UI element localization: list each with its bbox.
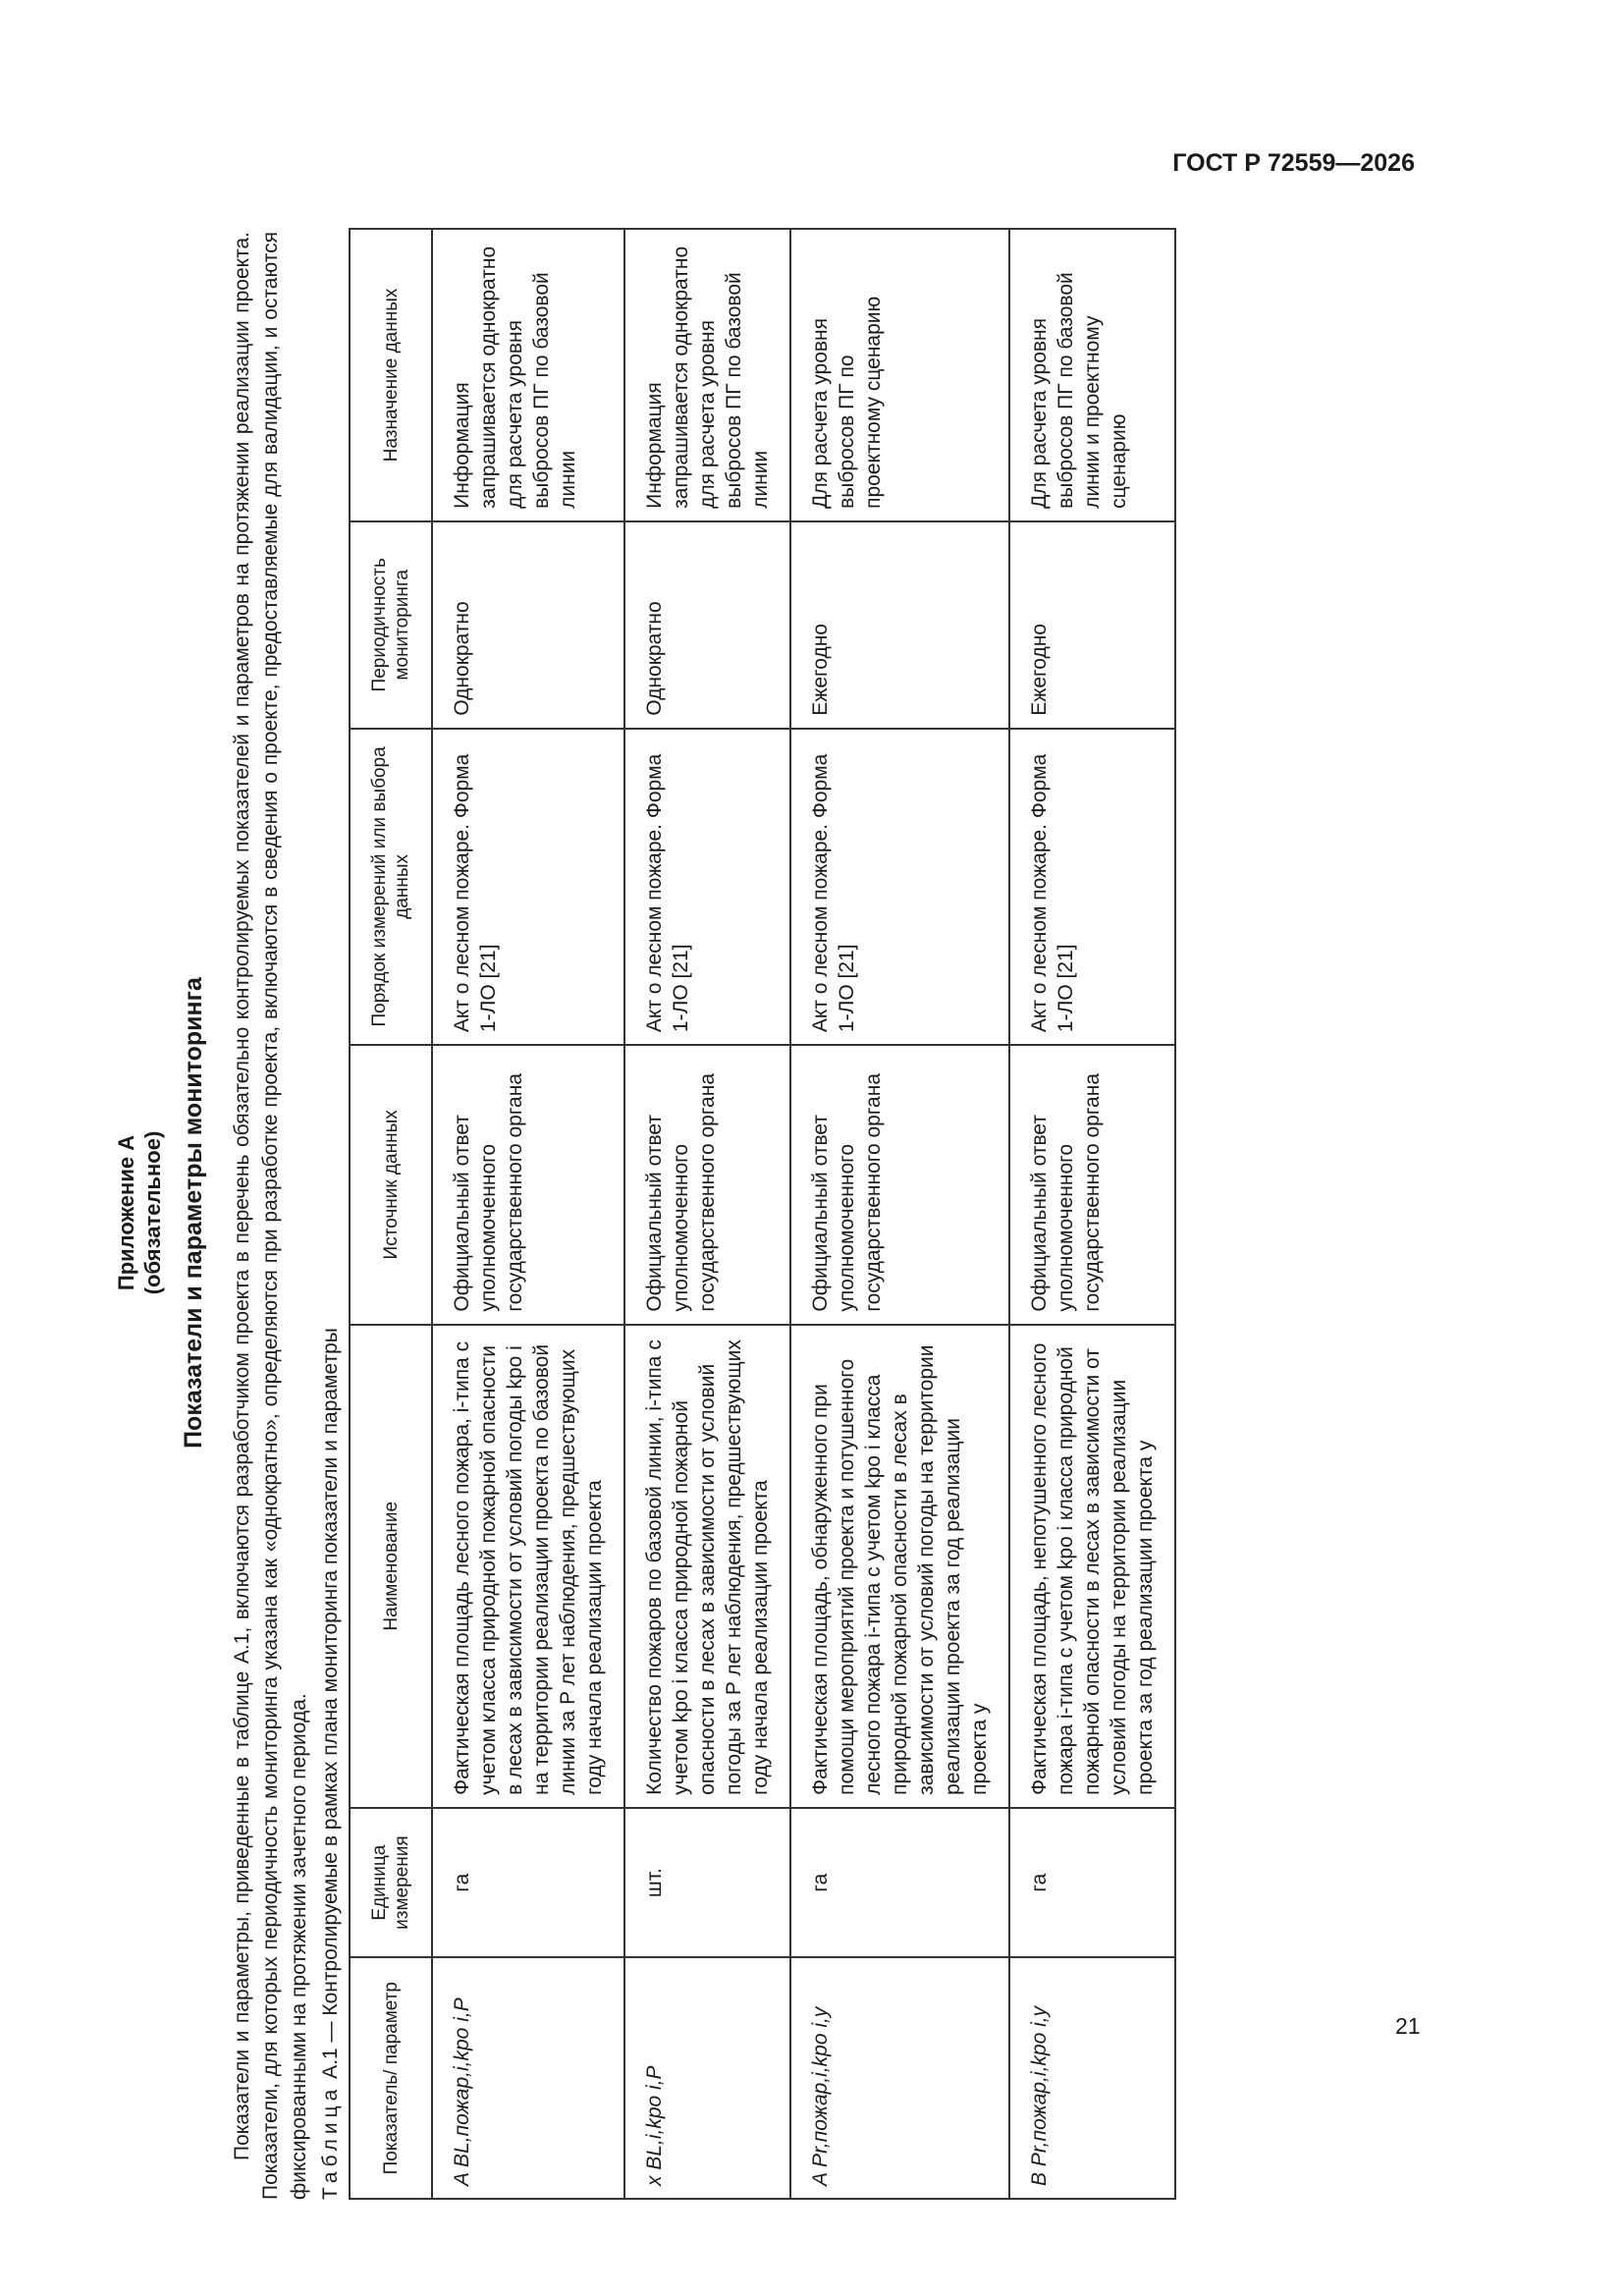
header-unit: Единица измерения — [350, 1808, 432, 1957]
cell-symbol: B Pr,пожар,i,kpo i,y — [1009, 1957, 1175, 2199]
cell-unit: га — [1009, 1808, 1175, 1957]
table-header-row — [350, 229, 432, 2199]
cell-purpose: Информация запрашивается однократно для расчета уровня выбросов ПГ по базовой линии — [624, 229, 790, 521]
cell-symbol: A BL,пожар,i,kpo i,P — [432, 1957, 624, 2199]
rotated-content — [113, 226, 1409, 2200]
cell-frequency: Однократно — [432, 521, 624, 729]
cell-source: Официальный ответ уполномоченного государственного органа — [432, 1045, 624, 1325]
cell-frequency: Ежегодно — [790, 521, 1009, 729]
cell-unit: га — [790, 1808, 1009, 1957]
cell-purpose: Информация запрашивается однократно для расчета уровня выбросов ПГ по базовой линии — [432, 229, 624, 521]
page-number: 21 — [1395, 2013, 1421, 2039]
cell-symbol: x BL,i,kpo i,P — [624, 1957, 790, 2199]
cell-source: Официальный ответ уполномоченного государственного органа — [1009, 1045, 1175, 1325]
intro-paragraph: Показатели и параметры, приведенные в таблице А.1, включаются разработчиком проекта в перечень обязательно контролируемых показателей и параметров на протяжении реализации проекта. Показатели, для которых периодичность мониторинга указана как «однократно», определяются при разработке проекта, включаются в сведения о проекте, предоставляемые для валидации, и остаются фиксированными на протяжении зачетного периода. — [231, 232, 310, 2200]
header-source: Источник данных — [350, 1045, 432, 1325]
appendix-heading — [113, 226, 166, 2200]
header-method: Порядок измерений или выбора данных — [350, 729, 432, 1045]
cell-method: Акт о лесном пожаре. Форма 1-ЛО [21] — [432, 729, 624, 1045]
table-row — [790, 229, 1009, 2199]
section-title: Показатели и параметры мониторинга — [180, 977, 207, 1449]
table-caption-label: Таблица — [319, 2084, 342, 2200]
cell-symbol: A Pr,пожар,i,kpo i,y — [790, 1957, 1009, 2199]
cell-method: Акт о лесном пожаре. Форма 1-ЛО [21] — [790, 729, 1009, 1045]
cell-name: Фактическая площадь, непотушенного лесного пожара i-типа с учетом kpo i класса природной пожарной опасности в лесах в зависимости от условий погоды на территории реализации проекта за год реализации проекта y — [1009, 1325, 1175, 1808]
table-caption-text: А.1 — Контролируемые в рамках плана мониторинга показатели и параметры — [319, 1328, 342, 2079]
table-row — [624, 229, 790, 2199]
header-purpose: Назначение данных — [350, 229, 432, 521]
appendix-status: (обязательное) — [140, 1130, 165, 1295]
cell-unit: га — [432, 1808, 624, 1957]
cell-name: Фактическая площадь лесного пожара, i-типа с учетом класса природной пожарной опасности в лесах в зависимости от условий погоды kpo i на территории реализации проекта по базовой линии за P лет наблюдения, предшествующих году начала реализации проекта — [432, 1325, 624, 1808]
header-parameter: Показатель/ параметр — [350, 1957, 432, 2199]
cell-method: Акт о лесном пожаре. Форма 1-ЛО [21] — [1009, 729, 1175, 1045]
cell-source: Официальный ответ уполномоченного государственного органа — [624, 1045, 790, 1325]
cell-frequency: Однократно — [624, 521, 790, 729]
table-caption — [319, 226, 343, 2200]
header-name: Наименование — [350, 1325, 432, 1808]
table-row — [432, 229, 624, 2199]
cell-purpose: Для расчета уровня выбросов ПГ по базовой линии и проектному сценарию — [1009, 229, 1175, 521]
monitoring-table — [349, 228, 1176, 2200]
cell-frequency: Ежегодно — [1009, 521, 1175, 729]
cell-method: Акт о лесном пожаре. Форма 1-ЛО [21] — [624, 729, 790, 1045]
header-frequency: Периодичность мониторинга — [350, 521, 432, 729]
cell-name: Количество пожаров по базовой линии, i-типа с учетом kpo i класса природной пожарной опасности в лесах в зависимости от условий погоды за P лет наблюдения, предшествующих году начала реализации проекта — [624, 1325, 790, 1808]
cell-purpose: Для расчета уровня выбросов ПГ по проектному сценарию — [790, 229, 1009, 521]
document-standard-id: ГОСТ Р 72559—2026 — [1172, 149, 1415, 177]
cell-source: Официальный ответ уполномоченного государственного органа — [790, 1045, 1009, 1325]
table-row — [1009, 229, 1175, 2199]
cell-unit: шт. — [624, 1808, 790, 1957]
appendix-title: Приложение А — [114, 1134, 138, 1291]
cell-name: Фактическая площадь, обнаруженного при помощи мероприятий проекта и потушенного лесного пожара i-типа с учетом kpo i класса природной пожарной опасности в лесах в зависимости от условий погоды на территории реализации проекта за год реализации проекта y — [790, 1325, 1009, 1808]
